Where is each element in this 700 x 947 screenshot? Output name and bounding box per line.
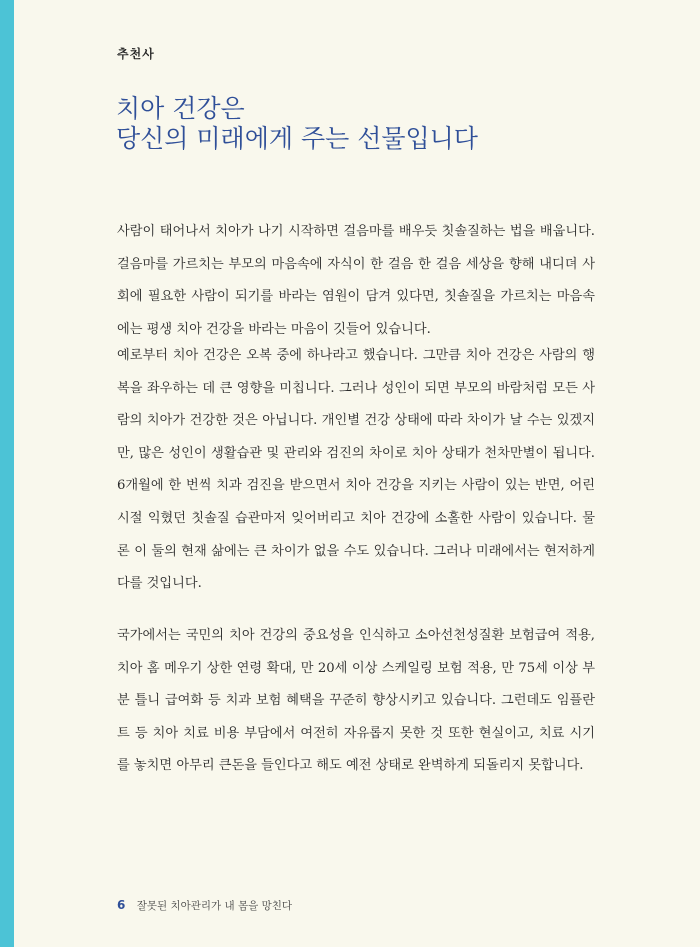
text-line: 예로부터 치아 건강은 오복 중에 하나라고 했습니다. 그만큼 치아 건강은 사람의 행 — [117, 348, 595, 363]
text-line: 6개월에 한 번씩 치과 검진을 받으면서 치아 건강을 지키는 사람이 있는 반면, 어린 — [117, 478, 595, 494]
text-line: 론 이 둘의 현재 삶에는 큰 차이가 없을 수도 있습니다. 그러나 미래에서는 현저하게 — [117, 543, 595, 559]
text-line: 에는 평생 치아 건강을 바라는 마음이 깃들어 있습니다. — [117, 321, 431, 337]
title-line-1: 치아 건강은 — [116, 94, 245, 123]
paragraph-3 — [117, 620, 595, 783]
text-line: 회에 필요한 사람이 되기를 바라는 염원이 담겨 있다면, 칫솔질을 가르치는 마음속 — [117, 289, 595, 305]
text-line: 국가에서는 국민의 치아 건강의 중요성을 인식하고 소아선천성질환 보험급여 적용, — [117, 628, 595, 643]
text-line: 치아 홈 메우기 상한 연령 확대, 만 20세 이상 스케일링 보험 적용, 만 75세 이상 부 — [117, 660, 595, 676]
text-line: 를 놓치면 아무리 큰돈을 들인다고 해도 예전 상태로 완벽하게 되돌리지 못합니다. — [117, 758, 584, 774]
text-line: 사람이 태어나서 치아가 나기 시작하면 걸음마를 배우듯 칫솔질하는 법을 배웁니다. — [117, 224, 595, 239]
text-line: 걸음마를 가르치는 부모의 마음속에 자식이 한 걸음 한 걸음 세상을 향해 내디뎌 사 — [117, 256, 595, 272]
page-title — [116, 94, 478, 154]
paragraph-2 — [117, 340, 595, 601]
text-line: 분 틀니 급여화 등 치과 보험 혜택을 꾸준히 향상시키고 있습니다. 그런데도 임플란 — [117, 693, 595, 709]
text-line: 트 등 치아 치료 비용 부담에서 여전히 자유롭지 못한 것 또한 현실이고, 치료 시기 — [117, 725, 595, 741]
paragraph-1 — [117, 216, 595, 346]
running-book-title: 잘못된 치아관리가 내 몸을 망친다 — [136, 900, 293, 912]
side-color-band — [0, 0, 14, 947]
text-line: 만, 많은 성인이 생활습관 및 관리와 검진의 차이로 치아 상태가 천차만별이 됩니다. — [117, 445, 595, 461]
page-number: 6 — [117, 898, 126, 912]
page-footer — [117, 898, 292, 913]
title-line-2: 당신의 미래에게 주는 선물입니다 — [116, 124, 478, 153]
section-label: 추천사 — [117, 47, 155, 61]
text-line: 복을 좌우하는 데 큰 영향을 미칩니다. 그러나 성인이 되면 부모의 바람처럼 모든 사 — [117, 380, 595, 396]
text-line: 시절 익혔던 칫솔질 습관마저 잊어버리고 치아 건강에 소홀한 사람이 있습니다. 물 — [117, 510, 595, 526]
text-line: 다를 것입니다. — [117, 576, 202, 592]
text-line: 람의 치아가 건강한 것은 아닙니다. 개인별 건강 상태에 따라 차이가 날 수는 있겠지 — [117, 413, 595, 429]
